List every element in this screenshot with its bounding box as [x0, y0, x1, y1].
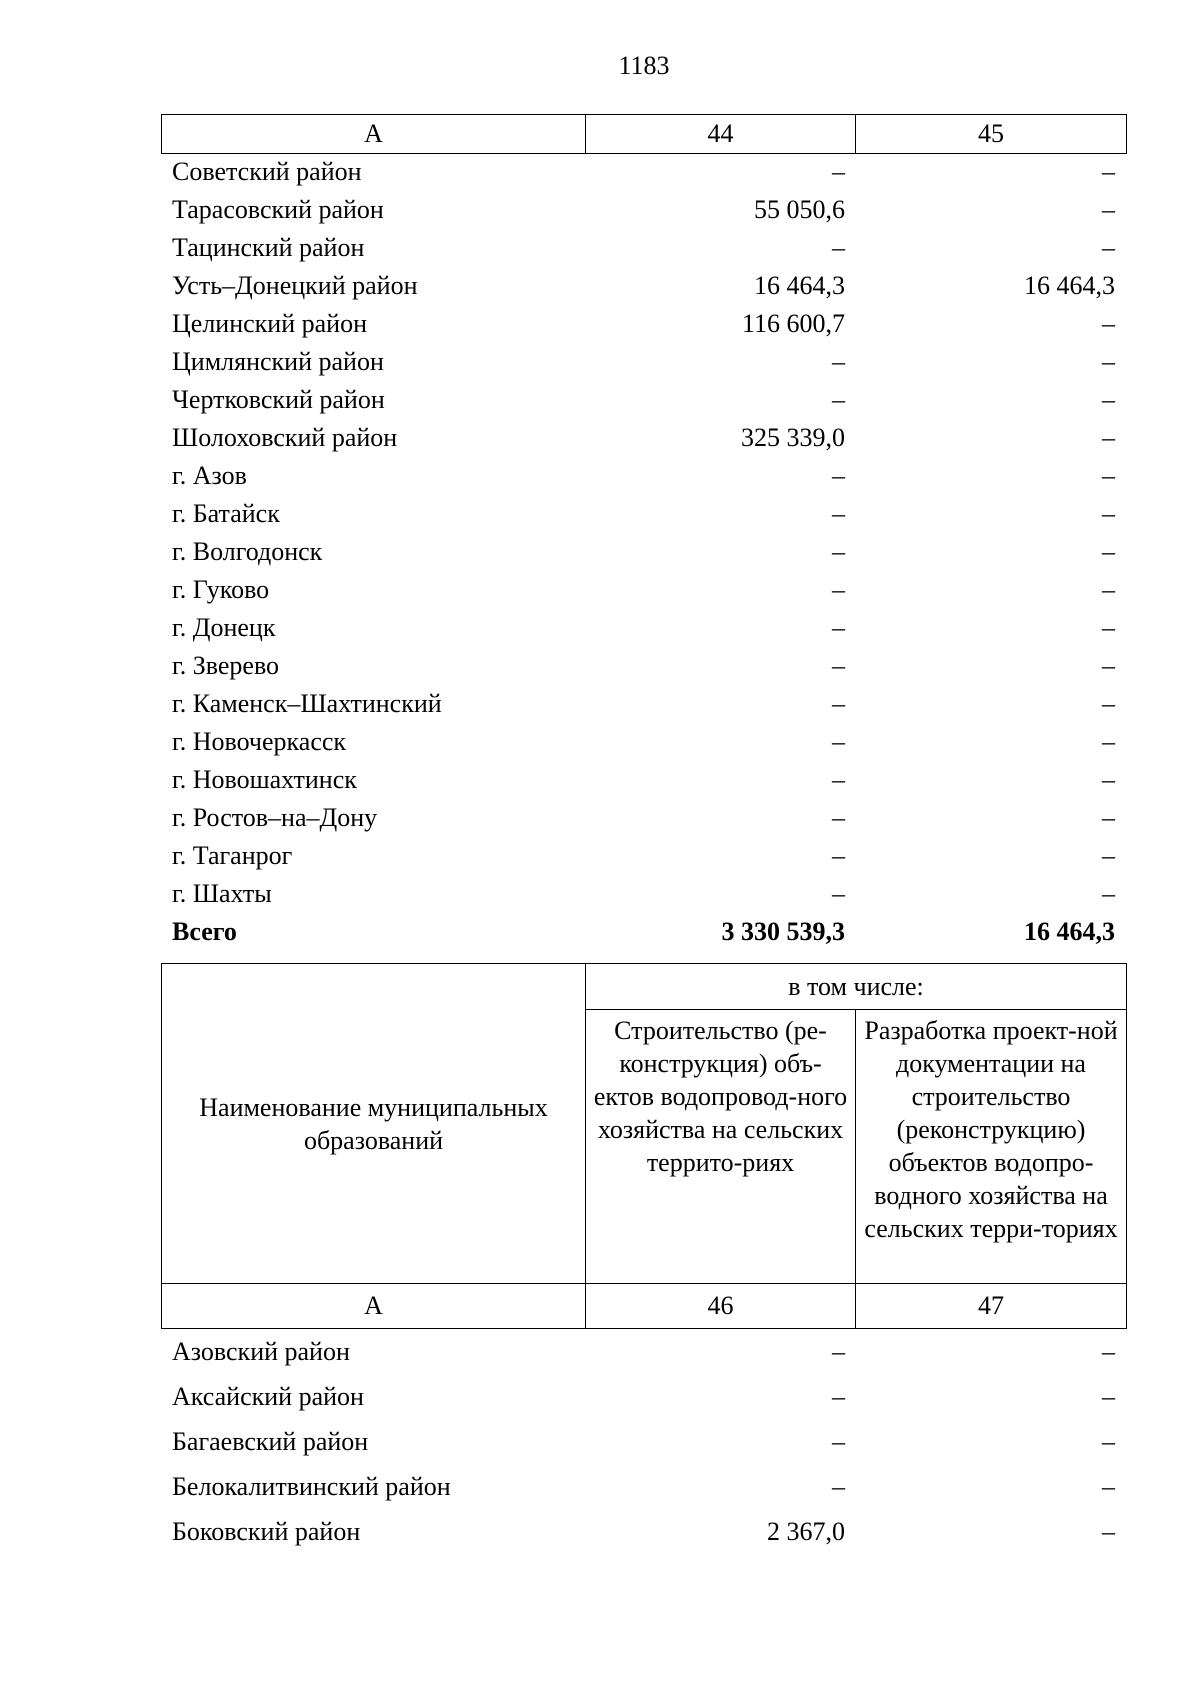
table-row — [161, 1509, 1126, 1554]
row-value-44: 116 600,7 — [741, 309, 845, 338]
row-value-44: – — [832, 233, 845, 262]
row-value-46: – — [832, 1472, 845, 1501]
row-value-45: – — [1102, 461, 1115, 490]
row-value-45: – — [1102, 385, 1115, 414]
table-row — [161, 799, 1126, 837]
row-name: Белокалитвинский район — [172, 1472, 451, 1501]
column-header-a: А — [162, 1284, 586, 1329]
row-value-45: 16 464,3 — [1024, 271, 1115, 300]
table-row — [161, 495, 1126, 533]
row-name: Тацинский район — [172, 233, 365, 262]
row-value-44: – — [832, 461, 845, 490]
row-value-45: – — [1102, 689, 1115, 718]
row-value-45: – — [1102, 347, 1115, 376]
row-value-44: – — [832, 537, 845, 566]
row-value-45: – — [1102, 575, 1115, 604]
table-row — [161, 153, 1126, 191]
row-value-46: 2 367,0 — [767, 1517, 845, 1546]
row-value-45: – — [1102, 233, 1115, 262]
row-name: Боковский район — [172, 1517, 361, 1546]
table-row — [161, 533, 1126, 571]
row-value-45: – — [1102, 879, 1115, 908]
row-value-44: – — [832, 689, 845, 718]
row-value-44: – — [832, 575, 845, 604]
row-name: г. Шахты — [172, 879, 272, 908]
row-value-46: – — [832, 1382, 845, 1411]
row-value-47: – — [1102, 1337, 1115, 1366]
row-name: г. Зверево — [172, 651, 280, 680]
row-value-45: – — [1102, 651, 1115, 680]
row-value-44: – — [832, 841, 845, 870]
row-value-44: – — [832, 651, 845, 680]
municipal-name-header: Наименование муниципальных образований — [162, 964, 586, 1284]
row-value-44: – — [832, 879, 845, 908]
column-header-45: 45 — [856, 115, 1127, 154]
row-value-47: – — [1102, 1427, 1115, 1456]
including-header: в том числе: — [586, 964, 1127, 1010]
row-value-44: 55 050,6 — [754, 195, 845, 224]
row-value-44: – — [832, 765, 845, 794]
row-name: г. Ростов–на–Дону — [172, 803, 378, 832]
row-value-45: – — [1102, 537, 1115, 566]
row-value-44: 16 464,3 — [754, 271, 845, 300]
table-row — [161, 837, 1126, 875]
row-name: Аксайский район — [172, 1382, 364, 1411]
table-row — [161, 191, 1126, 229]
row-value-44: – — [832, 727, 845, 756]
total-label: Всего — [172, 917, 237, 946]
table-row — [161, 457, 1126, 495]
row-value-47: – — [1102, 1472, 1115, 1501]
row-name: г. Новочеркасск — [172, 727, 347, 756]
total-value-44: 3 330 539,3 — [721, 917, 845, 946]
bottom-table-body — [161, 1329, 1126, 1554]
row-name: г. Таганрог — [172, 841, 293, 870]
row-value-45: – — [1102, 727, 1115, 756]
column-header-47: 47 — [856, 1284, 1127, 1329]
row-value-45: – — [1102, 803, 1115, 832]
row-name: Чертковский район — [172, 385, 385, 414]
row-value-45: – — [1102, 841, 1115, 870]
table-row — [161, 1329, 1126, 1374]
table-row — [161, 875, 1126, 913]
row-name: Усть–Донецкий район — [172, 271, 418, 300]
row-value-44: – — [832, 385, 845, 414]
row-value-45: – — [1102, 499, 1115, 528]
row-name: г. Донецк — [172, 613, 276, 642]
total-value-45: 16 464,3 — [1024, 917, 1115, 946]
row-name: Шолоховский район — [172, 423, 398, 452]
row-value-46: – — [832, 1337, 845, 1366]
row-value-46: – — [832, 1427, 845, 1456]
row-name: Цимлянский район — [172, 347, 384, 376]
row-name: Багаевский район — [172, 1427, 369, 1456]
table-row — [161, 1374, 1126, 1419]
table-row — [161, 609, 1126, 647]
row-value-44: – — [832, 803, 845, 832]
row-name: Тарасовский район — [172, 195, 384, 224]
table-row — [161, 685, 1126, 723]
row-value-45: – — [1102, 309, 1115, 338]
column-header-a: А — [162, 115, 586, 154]
row-value-45: – — [1102, 157, 1115, 186]
row-value-47: – — [1102, 1382, 1115, 1411]
row-name: г. Азов — [172, 461, 247, 490]
row-name: г. Волгодонск — [172, 537, 323, 566]
row-value-44: – — [832, 613, 845, 642]
table-row — [161, 1419, 1126, 1464]
table-row — [161, 229, 1126, 267]
top-table-body — [161, 153, 1126, 951]
table-row — [161, 761, 1126, 799]
row-value-47: – — [1102, 1517, 1115, 1546]
row-value-45: – — [1102, 613, 1115, 642]
table-row — [161, 343, 1126, 381]
table-row — [161, 571, 1126, 609]
column-header-44: 44 — [586, 115, 856, 154]
table-row — [161, 267, 1126, 305]
bottom-table-header — [161, 963, 1127, 1329]
row-name: Советский район — [172, 157, 362, 186]
column-46-description: Строительство (ре-конструкция) объ-ектов водопровод-ного хозяйства на сельских террито-риях — [586, 1010, 856, 1284]
row-name: г. Гуково — [172, 575, 270, 604]
page-number: 1183 — [618, 51, 670, 80]
row-name: г. Новошахтинск — [172, 765, 357, 794]
row-value-45: – — [1102, 195, 1115, 224]
top-table-header — [161, 114, 1127, 154]
table-row — [161, 1464, 1126, 1509]
total-row — [161, 913, 1126, 951]
table-row — [161, 419, 1126, 457]
row-value-45: – — [1102, 423, 1115, 452]
row-name: г. Каменск–Шахтинский — [172, 689, 442, 718]
row-name: Целинский район — [172, 309, 367, 338]
row-name: Азовский район — [172, 1337, 350, 1366]
row-value-44: 325 339,0 — [741, 423, 845, 452]
table-row — [161, 305, 1126, 343]
row-value-44: – — [832, 347, 845, 376]
column-47-description: Разработка проект-ной документации на строительство (реконструкцию) объектов водопро-водного хозяйства на сельских терри-ториях — [856, 1010, 1127, 1284]
row-value-44: – — [832, 499, 845, 528]
table-row — [161, 723, 1126, 761]
table-row — [161, 381, 1126, 419]
row-name: г. Батайск — [172, 499, 280, 528]
column-header-46: 46 — [586, 1284, 856, 1329]
row-value-44: – — [832, 157, 845, 186]
row-value-45: – — [1102, 765, 1115, 794]
table-row — [161, 647, 1126, 685]
